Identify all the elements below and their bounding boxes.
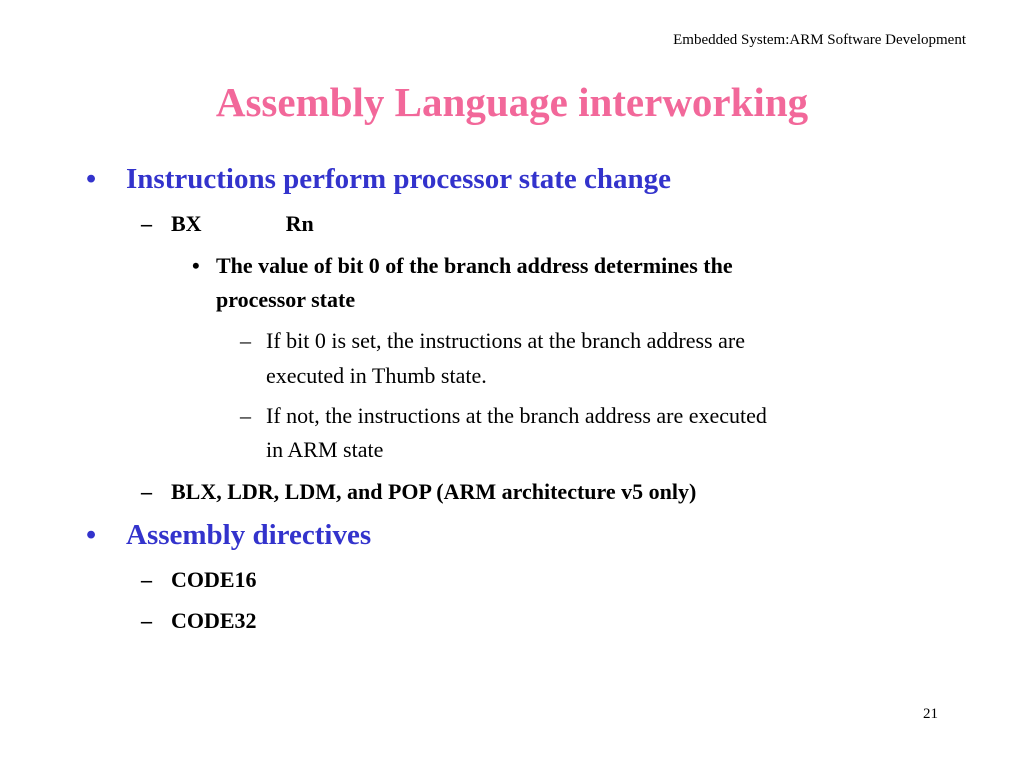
dash-marker: – [141, 567, 152, 592]
subitem-code16: CODE16 [171, 567, 257, 592]
dash-marker: – [240, 403, 251, 428]
subitem-bx-rn [171, 211, 314, 237]
detail-arm-line2: in ARM state [266, 437, 384, 462]
page-number: 21 [923, 706, 938, 722]
bullet-marker: • [192, 253, 200, 278]
header-course-title: Embedded System:ARM Software Development [673, 32, 966, 48]
point-bit0-line1: The value of bit 0 of the branch address determines the [216, 253, 733, 278]
dash-marker: – [141, 211, 152, 236]
bullet-marker: • [86, 519, 97, 551]
bullet-instructions-state-change: Instructions perform processor state change [126, 163, 672, 195]
dash-marker: – [240, 328, 251, 353]
subitem-code32: CODE32 [171, 608, 257, 633]
point-bit0-line2: processor state [216, 287, 356, 312]
bx-mnemonic: BX [171, 211, 202, 236]
subitem-blx-ldr-ldm-pop: BLX, LDR, LDM, and POP (ARM architecture v5 only) [171, 479, 697, 504]
detail-thumb-line1: If bit 0 is set, the instructions at the branch address are [266, 328, 745, 353]
dash-marker: – [141, 479, 152, 504]
detail-thumb-line2: executed in Thumb state. [266, 363, 487, 388]
slide-title: Assembly Language interworking [215, 79, 809, 125]
detail-arm-line1: If not, the instructions at the branch address are executed [266, 403, 767, 428]
bullet-assembly-directives: Assembly directives [126, 519, 372, 551]
bullet-marker: • [86, 163, 97, 195]
bx-operand: Rn [285, 211, 314, 236]
dash-marker: – [141, 608, 152, 633]
